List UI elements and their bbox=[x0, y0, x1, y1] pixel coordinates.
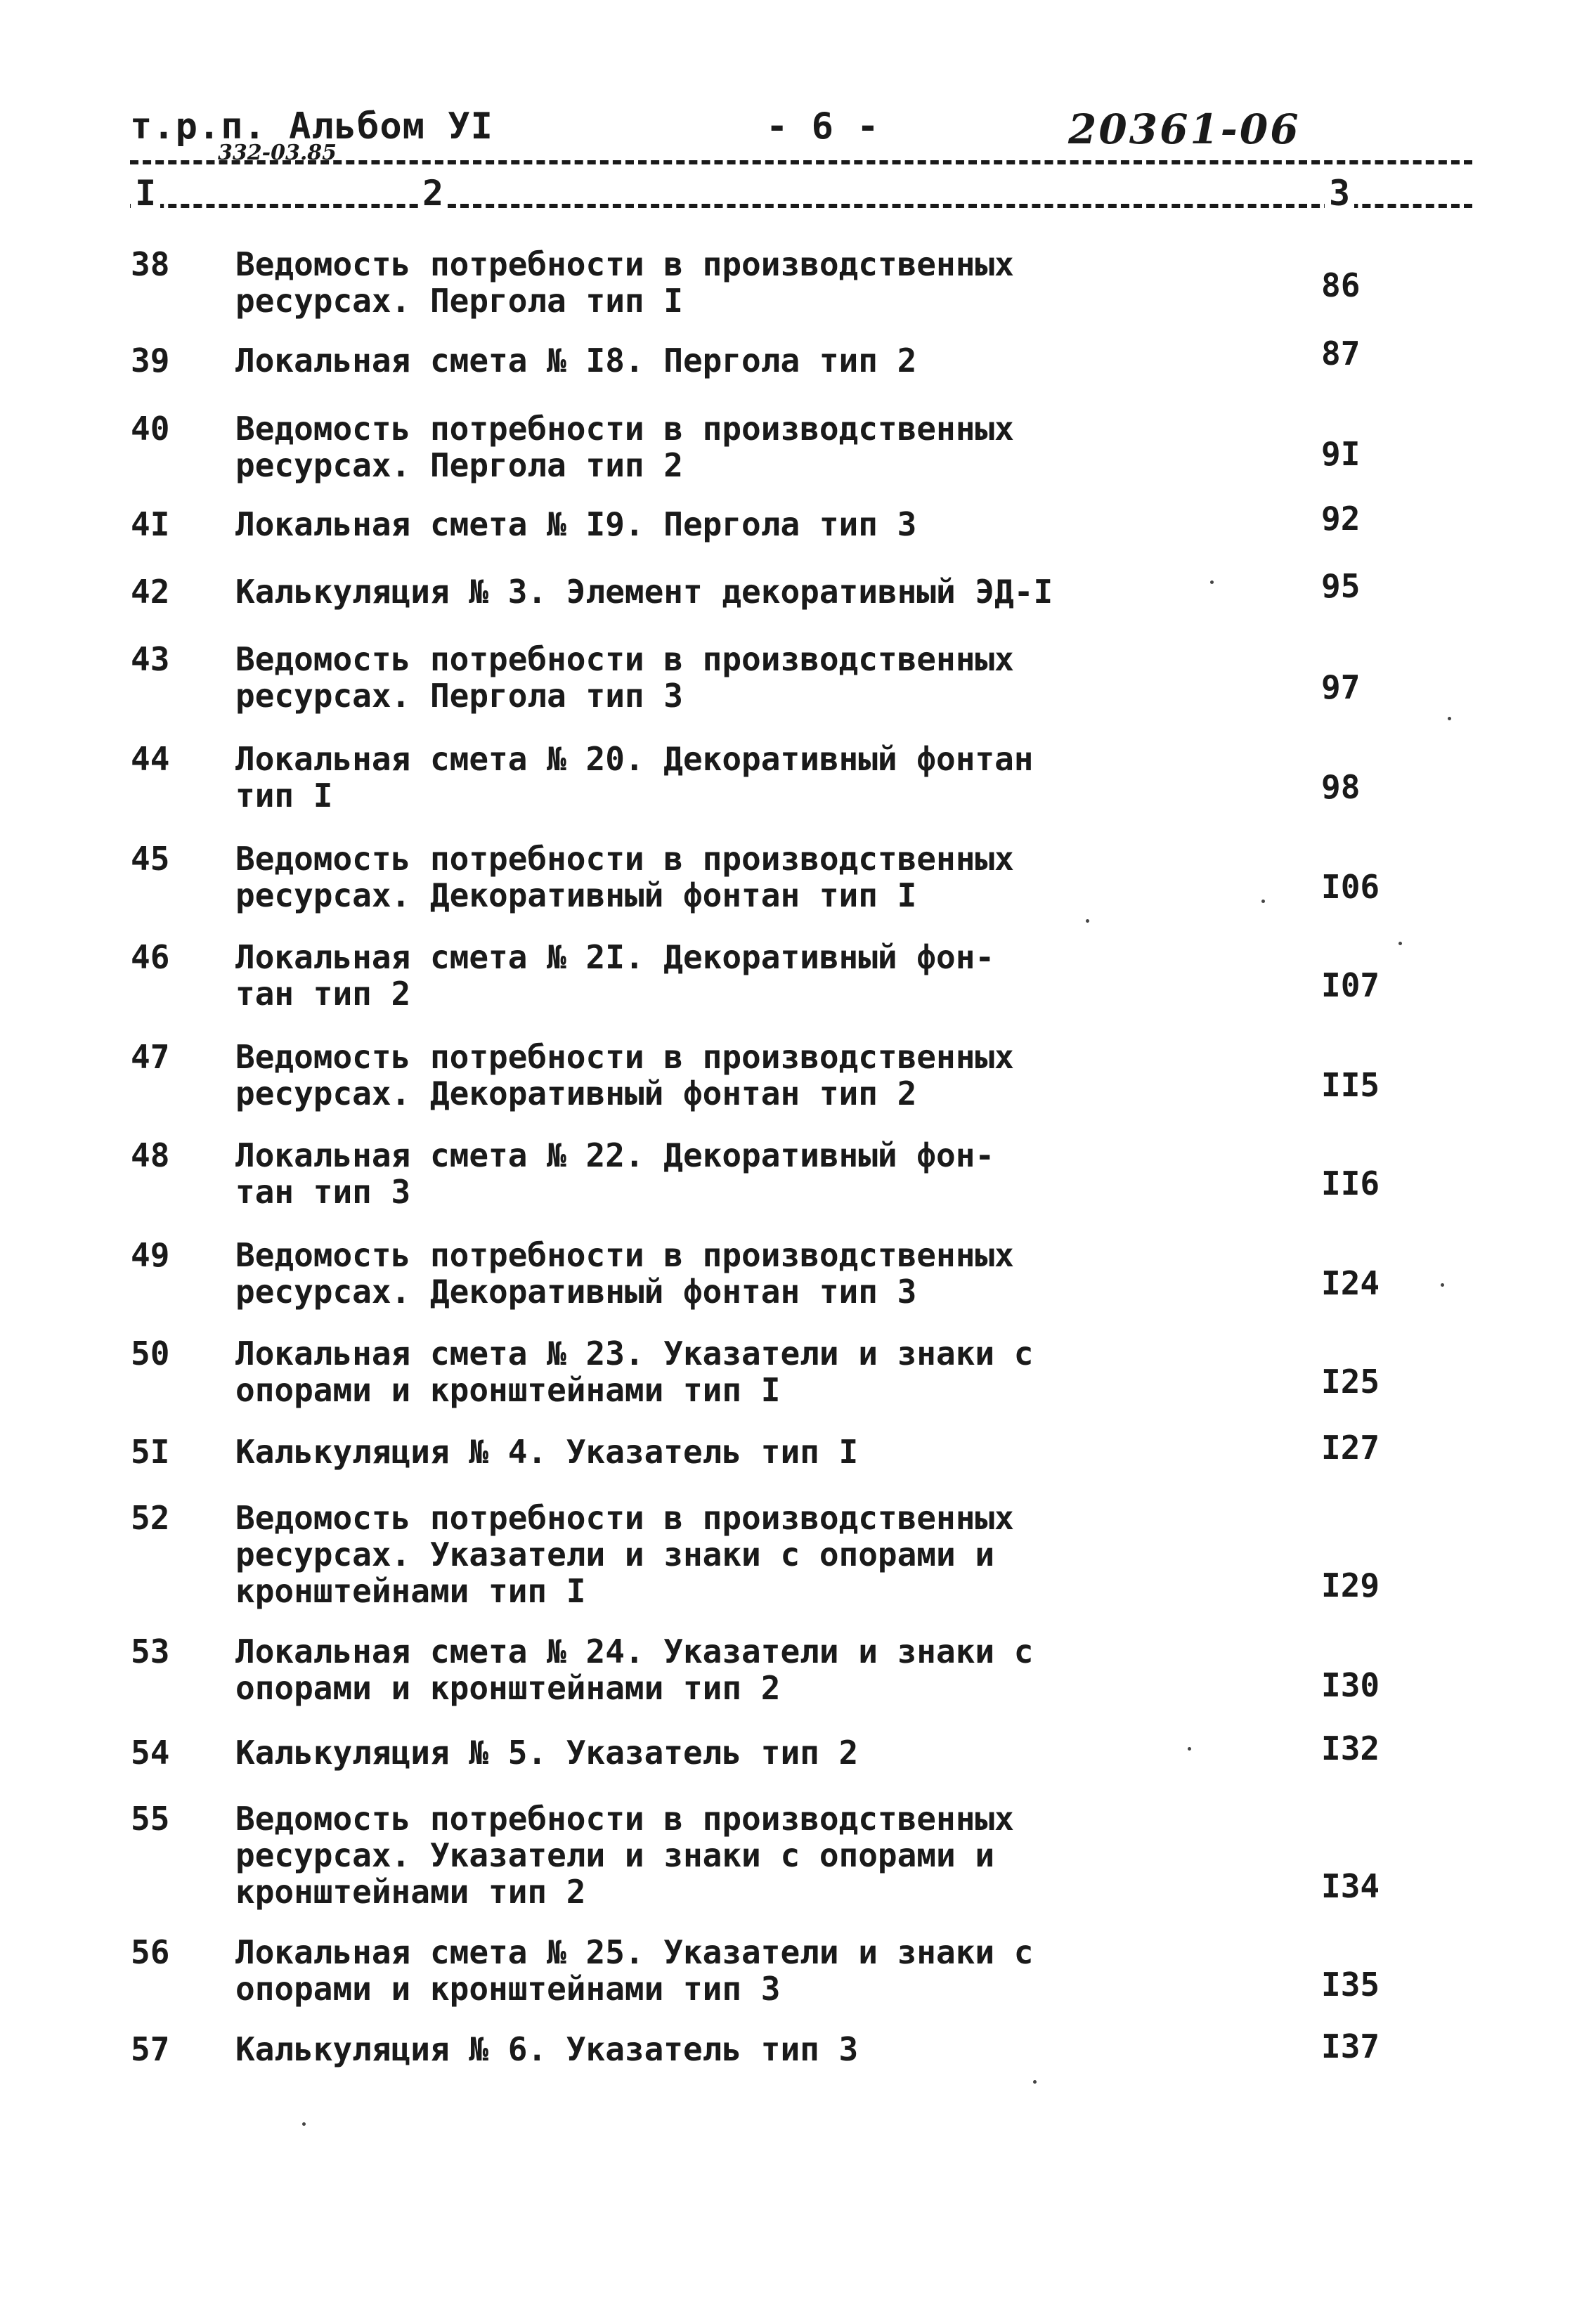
entry-number: 42 bbox=[131, 573, 170, 611]
document-code: 20361-06 bbox=[1068, 105, 1301, 153]
entry-title: Ведомость потребности в производственных ресурсах. Указатели и знаки с опорами и кронштейнами тип I bbox=[235, 1499, 1014, 1610]
entry-number: 38 bbox=[131, 245, 170, 283]
entry-title: Локальная смета № 23. Указатели и знаки с опорами и кронштейнами тип I bbox=[235, 1335, 1034, 1409]
entry-page: I06 bbox=[1321, 868, 1380, 906]
entry-page: 87 bbox=[1321, 335, 1361, 372]
page-number: - 6 - bbox=[766, 105, 880, 148]
entry-title: Калькуляция № 5. Указатель тип 2 bbox=[235, 1734, 859, 1772]
entry-title: Ведомость потребности в производственных ресурсах. Декоративный фонтан тип I bbox=[235, 840, 1014, 914]
entry-page: I34 bbox=[1321, 1867, 1380, 1905]
scan-speck bbox=[1448, 717, 1451, 720]
entry-number: 57 bbox=[131, 2030, 170, 2068]
entry-page: 86 bbox=[1321, 266, 1361, 304]
entry-number: 47 bbox=[131, 1038, 170, 1076]
entry-page: I25 bbox=[1321, 1363, 1380, 1401]
entry-page: I24 bbox=[1321, 1264, 1380, 1302]
scan-speck bbox=[1441, 1283, 1444, 1287]
entry-page: I32 bbox=[1321, 1729, 1380, 1767]
entry-title: Ведомость потребности в производственных ресурсах. Декоративный фонтан тип 3 bbox=[235, 1236, 1014, 1311]
entry-page: I27 bbox=[1321, 1429, 1380, 1467]
entry-page: II6 bbox=[1321, 1164, 1380, 1202]
entry-number: 45 bbox=[131, 840, 170, 878]
header-handwritten-subcode: 332-03.85 bbox=[218, 141, 337, 165]
scan-speck bbox=[1261, 900, 1265, 903]
entry-number: 56 bbox=[131, 1933, 170, 1971]
column-header-page: 3 bbox=[1325, 176, 1354, 211]
entry-page: 9I bbox=[1321, 435, 1361, 473]
entry-number: 5I bbox=[131, 1433, 170, 1471]
entry-number: 54 bbox=[131, 1734, 170, 1772]
entry-number: 55 bbox=[131, 1800, 170, 1838]
entry-title: Локальная смета № 22. Декоративный фон- тан тип 3 bbox=[235, 1136, 995, 1211]
entry-title: Калькуляция № 3. Элемент декоративный ЭД-I bbox=[235, 573, 1053, 611]
entry-title: Локальная смета № I9. Пергола тип 3 bbox=[235, 505, 917, 543]
column-header-title: 2 bbox=[418, 176, 448, 211]
entry-page: 95 bbox=[1321, 567, 1361, 605]
scan-speck bbox=[302, 2122, 306, 2126]
entry-title: Локальная смета № 2I. Декоративный фон- тан тип 2 bbox=[235, 938, 995, 1013]
entry-page: 97 bbox=[1321, 668, 1361, 706]
scan-speck bbox=[1188, 1747, 1191, 1751]
entry-page: I35 bbox=[1321, 1966, 1380, 2004]
entry-number: 52 bbox=[131, 1499, 170, 1537]
column-header-divider bbox=[130, 204, 1472, 208]
entry-page: II5 bbox=[1321, 1066, 1380, 1104]
entry-title: Калькуляция № 6. Указатель тип 3 bbox=[235, 2030, 859, 2068]
entry-title: Ведомость потребности в производственных ресурсах. Пергола тип 3 bbox=[235, 640, 1014, 715]
entry-number: 48 bbox=[131, 1136, 170, 1174]
scan-speck bbox=[1210, 580, 1214, 584]
entry-page: 98 bbox=[1321, 768, 1361, 806]
entry-title: Локальная смета № 25. Указатели и знаки с опорами и кронштейнами тип 3 bbox=[235, 1933, 1034, 2008]
entry-title: Калькуляция № 4. Указатель тип I bbox=[235, 1433, 859, 1471]
entry-number: 49 bbox=[131, 1236, 170, 1274]
entry-page: I07 bbox=[1321, 966, 1380, 1004]
entry-number: 50 bbox=[131, 1335, 170, 1372]
entry-page: I37 bbox=[1321, 2027, 1380, 2065]
entry-number: 4I bbox=[131, 505, 170, 543]
entry-title: Локальная смета № 24. Указатели и знаки с опорами и кронштейнами тип 2 bbox=[235, 1632, 1034, 1707]
header-divider bbox=[130, 160, 1472, 164]
scan-speck bbox=[1086, 919, 1089, 923]
entry-page: I29 bbox=[1321, 1566, 1380, 1604]
entry-page: I30 bbox=[1321, 1666, 1380, 1704]
entry-title: Локальная смета № I8. Пергола тип 2 bbox=[235, 342, 917, 379]
entry-page: 92 bbox=[1321, 500, 1361, 538]
scan-speck bbox=[1033, 2080, 1037, 2084]
entry-title: Ведомость потребности в производственных ресурсах. Декоративный фонтан тип 2 bbox=[235, 1038, 1014, 1112]
entry-number: 44 bbox=[131, 740, 170, 778]
entry-number: 39 bbox=[131, 342, 170, 379]
entry-number: 43 bbox=[131, 640, 170, 678]
scan-speck bbox=[1398, 942, 1402, 945]
entry-title: Локальная смета № 20. Декоративный фонтан тип I bbox=[235, 740, 1034, 814]
column-header-number: I bbox=[131, 176, 160, 211]
entry-title: Ведомость потребности в производственных ресурсах. Пергола тип 2 bbox=[235, 410, 1014, 484]
entry-number: 46 bbox=[131, 938, 170, 976]
entry-number: 53 bbox=[131, 1632, 170, 1670]
header-title: т.р.п. Альбом УI bbox=[130, 105, 493, 148]
entry-number: 40 bbox=[131, 410, 170, 448]
entry-title: Ведомость потребности в производственных ресурсах. Пергола тип I bbox=[235, 245, 1014, 320]
entry-title: Ведомость потребности в производственных ресурсах. Указатели и знаки с опорами и кронштейнами тип 2 bbox=[235, 1800, 1014, 1911]
